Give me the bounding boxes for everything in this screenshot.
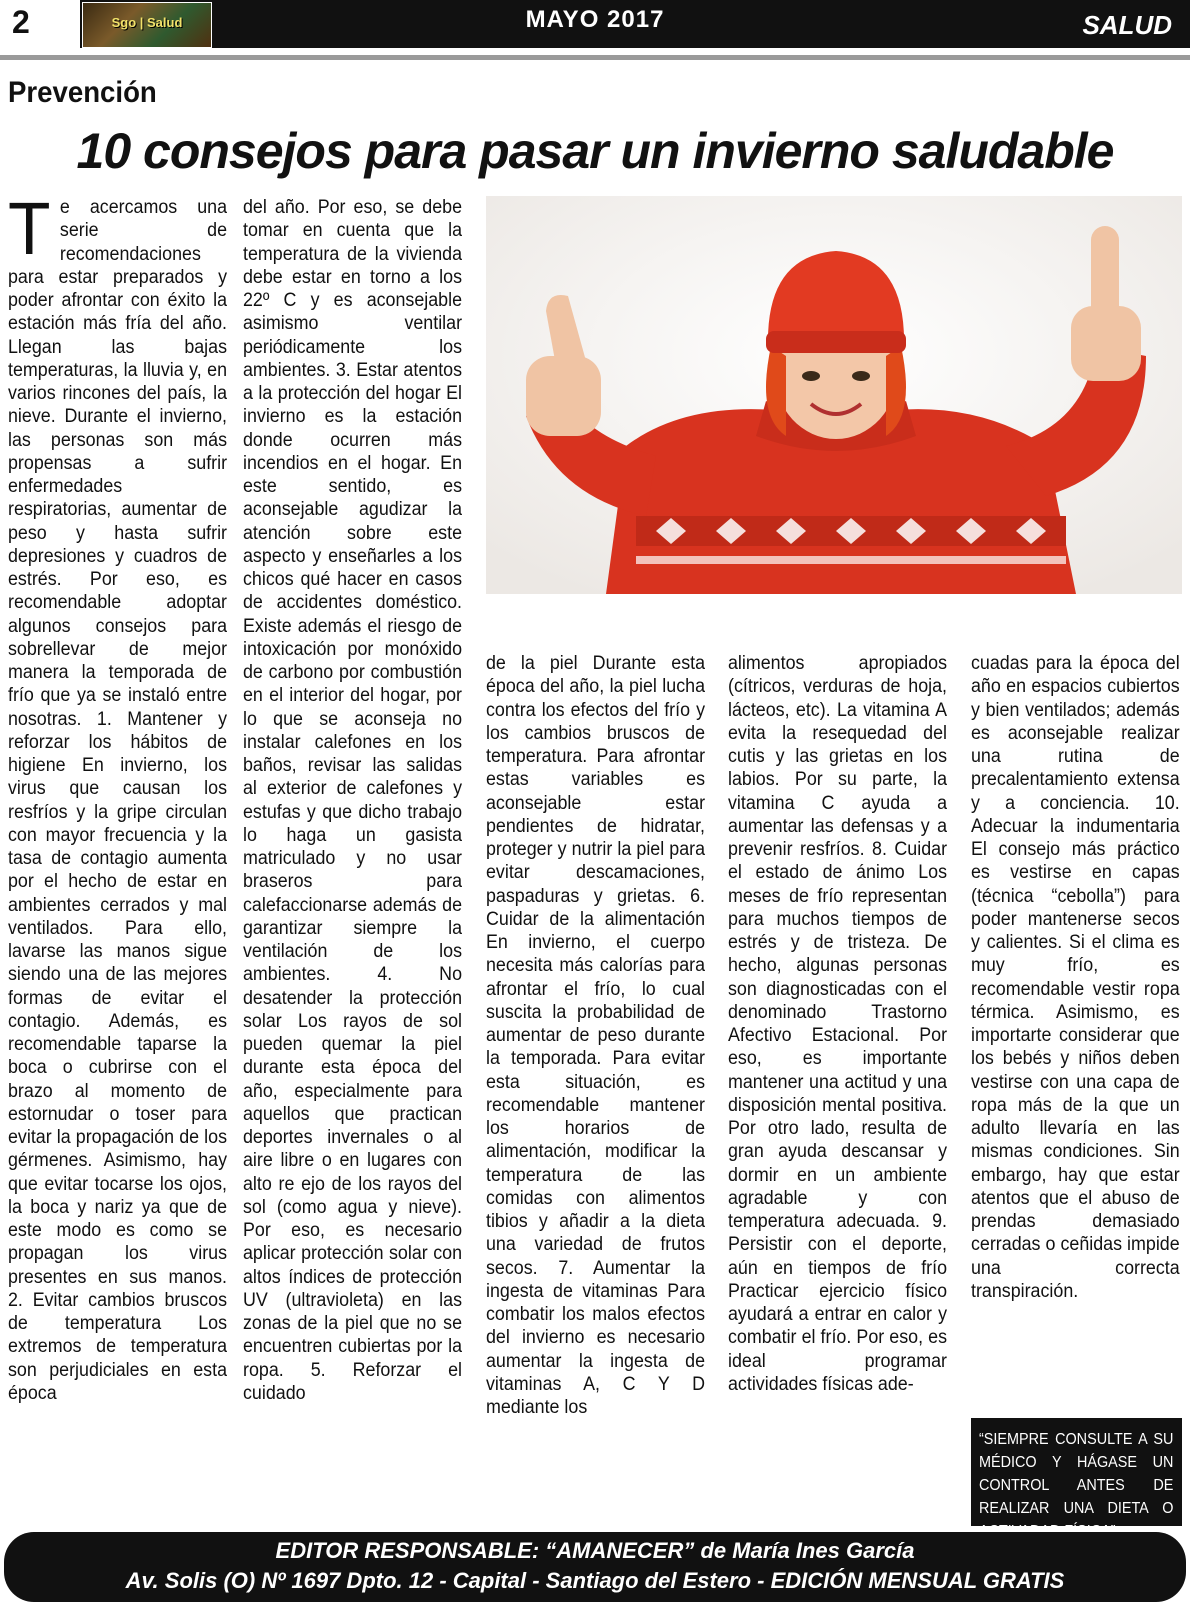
- column-2-text: del año. Por eso, se debe tomar en cuenta que la temperatura de la vivienda debe estar en torno a los 22º C y es aconsejable asimismo ventilar periódicamente los ambientes. 3. Estar atentos a la protección del hogar El invierno es la estación donde ocurren más incendios en el hogar. En este sentido, es aconsejable agudizar la atención sobre este aspecto y enseñarles a los chicos qué hacer en casos de accidentes doméstico. Existe además el riesgo de intoxicación por monóxido de carbono por combustión en el interior del hogar, por lo que se aconseja no instalar calefones en los baños, revisar las salidas al exterior de calefones y estufas y que dicho trabajo lo haga un gasista matriculado y no usar braseros para calefaccionarse además de garantizar siempre la ventilación de los ambientes. 4. No desatender la protección solar Los rayos de sol pueden quemar la piel durante esta época del año, especialmente para aquellos que practican deportes invernales o al aire libre o en lugares con alto re ejo de los rayos del sol (como agua y nieve). Por eso, es necesario aplicar protección solar con altos índices de protección UV (ultravioleta) en las zonas de la piel que no se encuentren cubiertas por la ropa. 5. Reforzar el cuidado: [243, 197, 463, 1404]
- article-photo: [486, 196, 1182, 594]
- column-3-text: de la piel Durante esta época del año, la piel lucha contra los efectos del frío y los cambios bruscos de temperatura. Para afrontar estas variables es aconsejable estar pendientes de hidratar, proteger y nutrir la piel para evitar descamaciones, paspaduras y grietas. 6. Cuidar de la alimentación En invierno, el cuerpo necesita más calorías para afrontar el frío, lo cual suscita la probabilidad de aumentar de peso durante la temporada. Para evitar esta situación, es recomendable mantener los horarios de alimentación, modificar la temperatura de las comidas con alimentos tibios y añadir a la dieta una variedad de frutos secos. 7. Aumentar la ingesta de vitaminas Para combatir los malos efectos del invierno es necesario aumentar la ingesta de vitaminas A, C Y D mediante los: [486, 653, 706, 1418]
- text-column-4: [728, 652, 947, 1501]
- text-column-2: [243, 196, 462, 1501]
- text-column-1: [8, 196, 227, 1501]
- text-column-3: [486, 652, 705, 1501]
- drop-cap: T: [8, 196, 51, 270]
- article-title: 10 consejos para pasar un invierno saludable: [76, 123, 1114, 179]
- column-5-text: cuadas para la época del año en espacios cubiertos y bien ventilados; además es aconsejable realizar una rutina de precalentamiento extensa y a conciencia. 10. Adecuar la indumentaria El consejo más práctico es vestirse en capas (técnica “cebolla”) para poder mantenerse secos y calientes. Si el clima es muy frío, es recomendable vestir ropa térmica. Asimismo, es importarte considerar que los bebés y niños deben vestirse con una capa de ropa más de la que un adulto llevaría en las mismas condiciones. Sin embargo, hay que estar atentos que el abuso de prendas demasiado cerradas o ceñidas impide una correcta transpiración.: [971, 653, 1180, 1302]
- footer-bar: [4, 1532, 1186, 1602]
- column-1-text: e acercamos una serie de recomendaciones para estar preparados y poder afrontar con éxito la estación más fría del año. Llegan las bajas temperaturas, la lluvia y, en varios rincones del país, la nieve. Durante el invierno, las personas son más propensas a sufrir enfermedades respiratorias, aumentar de peso y hasta sufrir depresiones y cuadros de estrés. Por eso, es recomendable adoptar algunos consejos para sobrellevar de mejor manera la temporada de frío que ya se instaló entre nosotras. 1. Mantener y reforzar los hábitos de higiene En invierno, los virus que causan los resfríos y la gripe circulan con mayor frecuencia y la tasa de contagio aumenta por el hecho de estar en ambientes cerrados y mal ventilados. Para ello, lavarse las manos sigue siendo una de las mejores formas de evitar el contagio. Además, es recomendable taparse la boca o cubrirse con el brazo al momento de estornudar o toser para evitar la propagación de los gérmenes. Asimismo, hay que evitar tocarse los ojos, la boca y nariz ya que de este modo es como se propagan los virus presentes en sus manos. 2. Evitar cambios bruscos de temperatura Los extremos de temperatura son perjudiciales en esta época: [8, 197, 228, 1404]
- pull-quote-box: [971, 1418, 1182, 1526]
- footer-editor: EDITOR RESPONSABLE: “AMANECER” de María Ines García: [275, 1538, 915, 1563]
- footer-address: Av. Solis (O) Nº 1697 Dpto. 12 - Capital - Santiago del Estero - EDICIÓN MENSUAL GRATIS: [125, 1568, 1065, 1593]
- issue-date: MAYO 2017: [525, 6, 665, 33]
- text-column-5: [971, 652, 1180, 1397]
- article-kicker: Prevención: [8, 76, 157, 109]
- page-number: 2: [12, 4, 30, 40]
- column-4-text: alimentos apropiados (cítricos, verduras de hoja, lácteos, etc). La vitamina A evita la resequedad del cutis y las grietas en los labios. Por su parte, la vitamina C ayuda a aumentar las defensas y a prevenir resfríos. 8. Cuidar el estado de ánimo Los meses de frío representan para muchos tiempos de estrés y de tristeza. De hecho, algunas personas son diagnosticadas con el denominado Trastorno Afectivo Estacional. Por eso, es importante mantener una actitud y una disposición mental positiva. Por otro lado, resulta de gran ayuda descansar y dormir en un ambiente agradable y con temperatura adecuada. 9. Persistir con el deporte, aún en tiempos de frío Practicar ejercicio físico ayudará a entrar en calor y combatir el frío. Por eso, es ideal programar actividades físicas ade-: [728, 653, 948, 1395]
- header-divider: [0, 55, 1190, 60]
- masthead-bar: [0, 0, 1190, 48]
- pull-quote: “SIEMPRE CONSULTE A SU MÉDICO Y HÁGASE UN CONTROL ANTES DE REALIZAR UNA DIETA O: [979, 1431, 1174, 1517]
- logo-text: Sgo | Salud: [111, 15, 183, 30]
- girl-thumbs-up-illustration-icon: [486, 196, 1182, 594]
- section-label: SALUD: [1082, 10, 1172, 40]
